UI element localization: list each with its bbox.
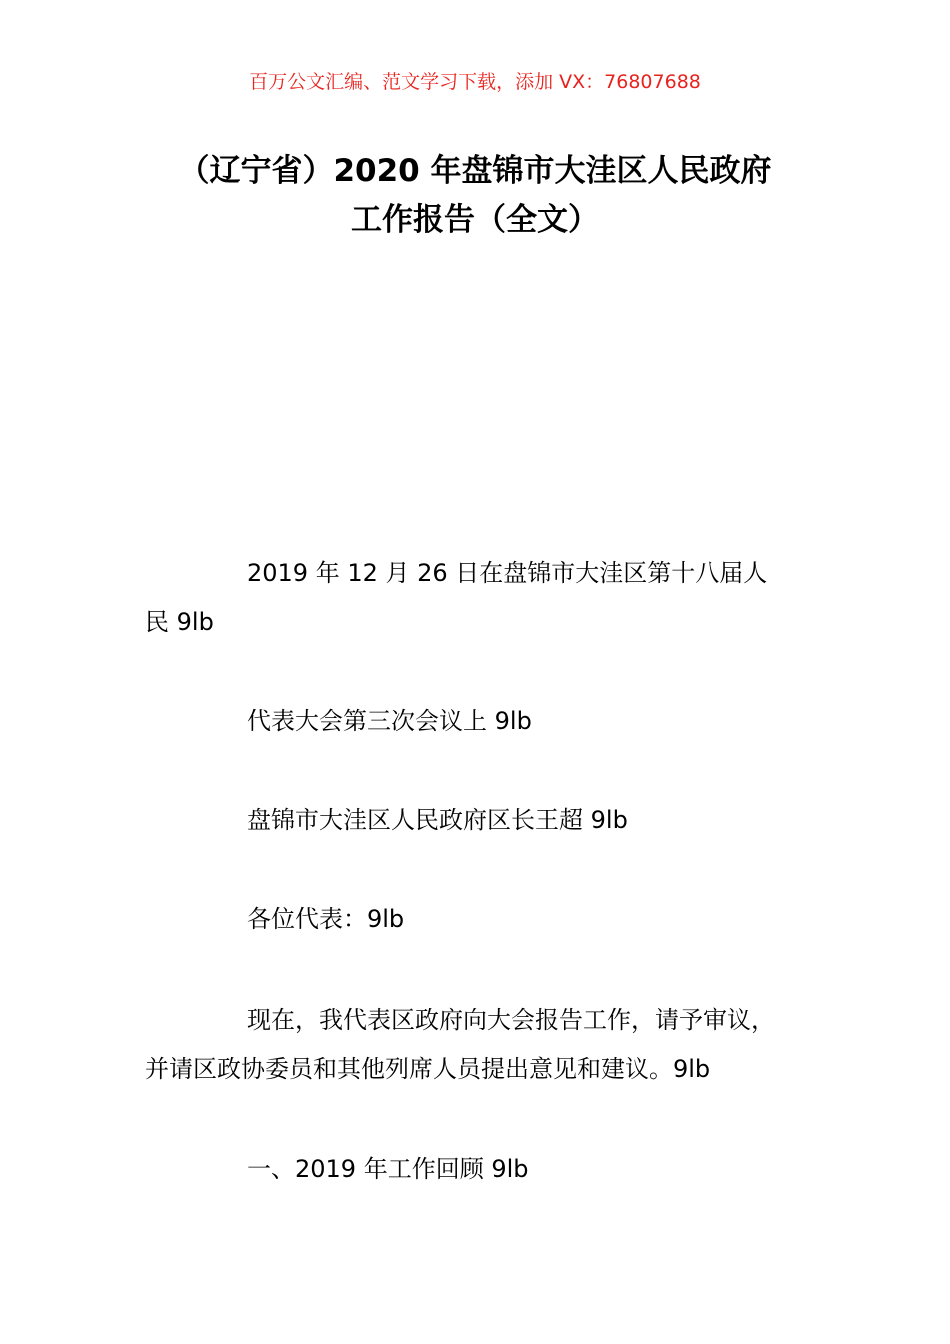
paragraph-intro — [145, 996, 835, 1044]
paragraph-text: 代表大会第三次会议上 9lb — [247, 707, 532, 735]
paragraph-intro-continued — [145, 1045, 835, 1093]
paragraph-text: 各位代表：9lb — [247, 905, 405, 933]
document-title-line-2: 工作报告（全文） — [351, 202, 599, 238]
section-heading-text: 一、2019 年工作回顾 9lb — [247, 1155, 529, 1183]
paragraph-text: 并请区政协委员和其他列席人员提出意见和建议。9lb — [145, 1055, 711, 1083]
paragraph-meeting — [145, 697, 835, 745]
section-heading — [145, 1145, 835, 1193]
paragraph-date-line — [145, 549, 835, 597]
paragraph-text: 盘锦市大洼区人民政府区长王超 9lb — [247, 806, 628, 834]
paragraph-text: 现在，我代表区政府向大会报告工作，请予审议， — [247, 1006, 775, 1034]
paragraph-date-line-continued — [145, 598, 835, 646]
paragraph-text: 2019 年 12 月 26 日在盘锦市大洼区第十八届人 — [247, 559, 768, 587]
header-note: 百万公文汇编、范文学习下载，添加 VX：76807688 — [249, 71, 701, 93]
paragraph-speaker — [145, 796, 835, 844]
paragraph-text: 民 9lb — [145, 608, 214, 636]
paragraph-salutation — [145, 895, 835, 943]
document-title-line-1: （辽宁省）2020 年盘锦市大洼区人民政府 — [178, 153, 772, 189]
